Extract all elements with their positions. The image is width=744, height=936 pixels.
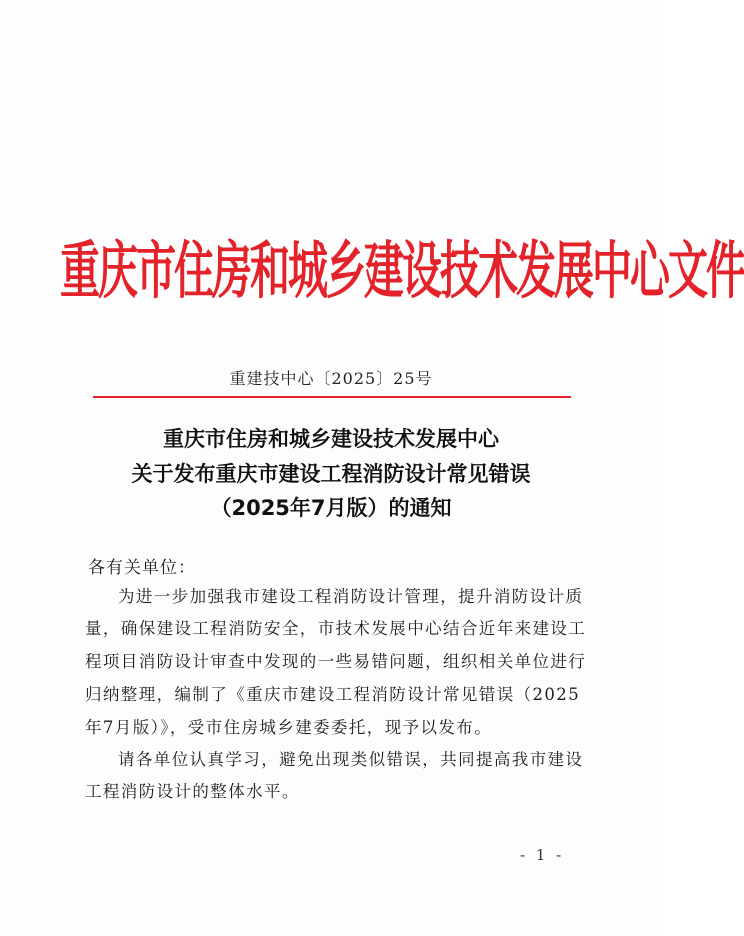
- document-title-line-1: 重庆市住房和城乡建设技术发展中心: [163, 427, 499, 451]
- document-number: 重建技中心〔2025〕25号: [229, 369, 433, 388]
- body-line-6: 请各单位认真学习，避免出现类似错误，共同提高我市建设: [118, 750, 584, 769]
- body-line-5: 年7月版）》，受市住房城乡建委委托，现予以发布。: [85, 718, 493, 737]
- document-title-line-3: （2025年7月版）的通知: [210, 496, 452, 520]
- body-line-1: 为进一步加强我市建设工程消防设计管理，提升消防设计质: [118, 587, 584, 606]
- red-separator-rule: [93, 396, 571, 398]
- body-line-2: 量，确保建设工程消防安全，市技术发展中心结合近年来建设工: [85, 619, 587, 638]
- body-line-3: 程项目消防设计审查中发现的一些易错问题，组织相关单位进行: [85, 652, 587, 671]
- addressee: 各有关单位：: [88, 558, 196, 578]
- document-masthead: 重庆市住房和城乡建设技术发展中心文件: [60, 236, 744, 308]
- body-line-7: 工程消防设计的整体水平。: [85, 782, 300, 801]
- body-line-4: 归纳整理，编制了《重庆市建设工程消防设计常见错误（2025: [85, 685, 581, 704]
- page-number: - 1 -: [520, 846, 565, 864]
- document-title-line-2: 关于发布重庆市建设工程消防设计常见错误: [131, 462, 531, 486]
